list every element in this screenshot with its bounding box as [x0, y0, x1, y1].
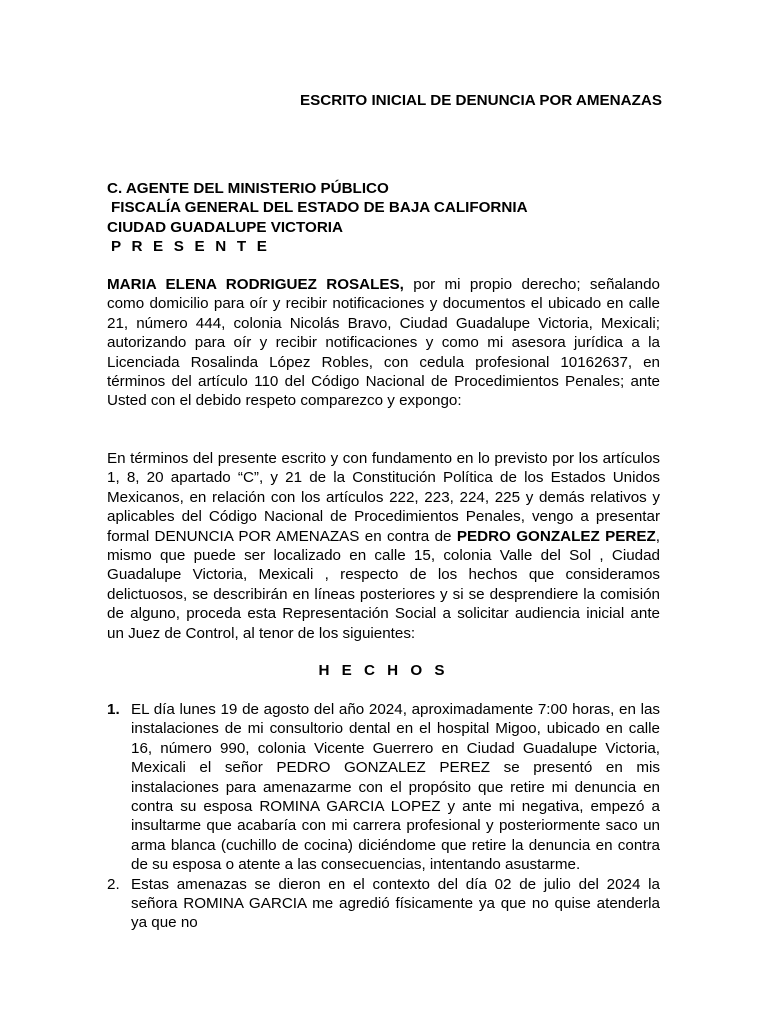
intro-paragraph-text: por mi propio derecho; señalando como domicilio para oír y recibir notificaciones y documentos el ubicado en calle 21, número 444, colonia Nicolás Bravo, Ciudad Guadalupe Victoria, Mexicali; autorizando para oír y recibir notificaciones y como mi asesora jurídica a la Licenciada Rosalinda López Robles, con cedula profesional 10162637, en términos del artículo 110 del Código Nacional de Procedimientos Penales; ante Usted con el debido respeto comparezco y expongo:	[107, 276, 660, 410]
complainant-name: MARIA ELENA RODRIGUEZ ROSALES,	[107, 276, 404, 293]
hechos-list	[107, 700, 660, 933]
list-item-number: 2.	[107, 875, 120, 893]
complaint-text-before: En términos del presente escrito y con fundamento en lo previsto por los artículos 1, 8, 20 apartado “C”, y 21 de la Constitución Política de los Estados Unidos Mexicanos, en relación con los artículos 222, 223, 224, 225 y demás relativos y aplicables del Código Nacional de Procedimientos Penales, vengo a presentar formal DENUNCIA POR AMENAZAS en contra de	[107, 450, 660, 545]
hechos-heading: H E C H O S	[318, 662, 449, 679]
addressee-line-agent: C. AGENTE DEL MINISTERIO PÚBLICO	[107, 180, 389, 197]
accused-name: PEDRO GONZALEZ PEREZ	[456, 527, 656, 545]
document-title: ESCRITO INICIAL DE DENUNCIA POR AMENAZAS	[300, 92, 662, 109]
list-item	[107, 700, 660, 875]
complaint-paragraph	[107, 449, 660, 643]
list-item	[107, 875, 660, 933]
addressee-line-fiscalia: FISCALÍA GENERAL DEL ESTADO DE BAJA CALIFORNIA	[111, 199, 528, 217]
intro-paragraph	[107, 275, 660, 411]
addressee-block	[107, 179, 667, 257]
addressee-line-presente: P R E S E N T E	[111, 238, 271, 256]
list-item-text: Estas amenazas se dieron en el contexto del día 02 de julio del 2024 la señora ROMINA GARCIA me agredió físicamente ya que no quise atenderla ya que no	[131, 875, 660, 932]
list-item-number: 1.	[107, 701, 120, 718]
complaint-text-after: , mismo que puede ser localizado en calle 15, colonia Valle del Sol , Ciudad Guadalupe Victoria, Mexicali , respecto de los hechos que consideramos delictuosos, se describirán en líneas posteriores y si se desprendiere la comisión de alguno, proceda esta Representación Social a solicitar audiencia inicial ante un Juez de Control, al tenor de los siguientes:	[107, 527, 660, 642]
list-item-text: EL día lunes 19 de agosto del año 2024, aproximadamente 7:00 horas, en las instalaciones de mi consultorio dental en el hospital Migoo, ubicado en calle 16, número 990, colonia Vicente Guerrero en Ciudad Guadalupe Victoria, Mexicali el señor PEDRO GONZALEZ PEREZ se presentó en mis instalaciones para amenazarme con el propósito que retire mi denuncia en contra su esposa ROMINA GARCIA LOPEZ y ante mi negativa, empezó a insultarme que acabaría con mi carrera profesional y posteriormente saco un arma blanca (cuchillo de cocina) diciéndome que retire la denuncia en contra de su esposa o atente a las consecuencias, intentando asustarme.	[131, 701, 660, 874]
addressee-line-city: CIUDAD GUADALUPE VICTORIA	[107, 218, 343, 236]
